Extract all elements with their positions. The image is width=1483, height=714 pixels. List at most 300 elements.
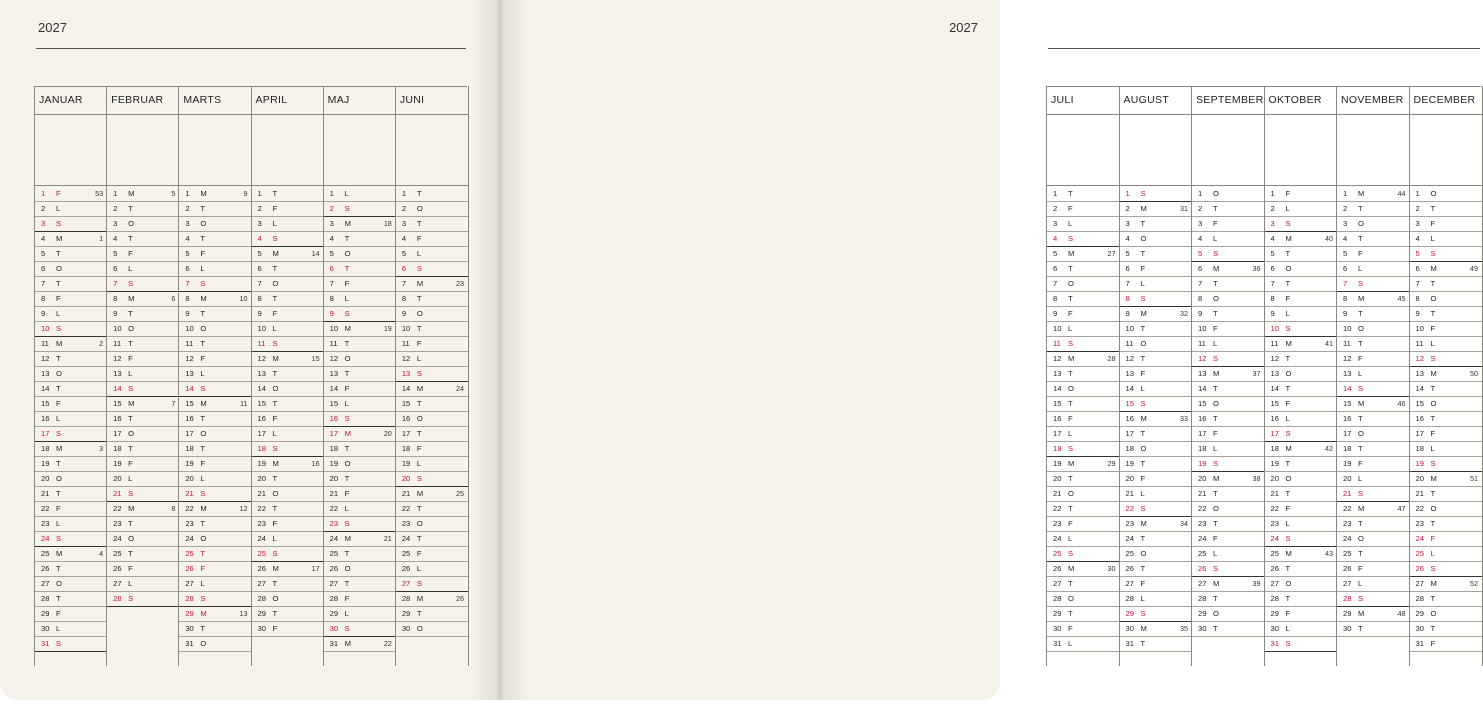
day-number: 28 — [257, 594, 266, 603]
day-row — [1047, 426, 1120, 442]
day-number: 22 — [113, 504, 122, 513]
day-number: 12 — [257, 354, 266, 363]
day-row — [396, 366, 468, 382]
day-number: 24 — [329, 534, 339, 543]
day-row — [1120, 516, 1193, 532]
month-header: JUNI — [399, 94, 425, 106]
day-number: 10 — [329, 324, 339, 333]
day-number: 18 — [329, 444, 339, 453]
month-header-rule — [324, 114, 396, 115]
day-row — [179, 636, 251, 652]
day-number: 25 — [185, 549, 194, 558]
month-column-marts — [178, 86, 251, 666]
day-row — [324, 261, 396, 277]
weekday-letter: T — [1140, 639, 1146, 648]
day-row — [107, 321, 179, 337]
weekday-letter: O — [1285, 369, 1292, 378]
month-header: SEPTEMBER — [1196, 94, 1264, 106]
weekday-letter: T — [200, 309, 205, 318]
day-number: 20 — [329, 474, 339, 483]
day-number: 30 — [1053, 624, 1062, 633]
day-number: 8 — [329, 294, 334, 303]
weekday-letter: O — [1213, 399, 1219, 408]
weekday-letter: O — [128, 429, 135, 438]
day-number: 25 — [329, 549, 339, 558]
day-number: 25 — [401, 549, 411, 558]
weekday-letter: S — [1358, 384, 1364, 393]
day-row — [324, 546, 396, 562]
weekday-letter: T — [1140, 354, 1146, 363]
weekday-letter: F — [1285, 504, 1291, 513]
day-row — [324, 366, 396, 382]
day-row — [1265, 336, 1338, 352]
day-row — [1265, 291, 1338, 307]
day-number: 23 — [1415, 519, 1424, 528]
day-number: 1 — [401, 189, 407, 198]
day-number: 17 — [329, 429, 339, 438]
weekday-letter: L — [344, 504, 349, 513]
day-number: 19 — [1053, 459, 1062, 468]
day-row — [107, 426, 179, 442]
weekday-letter: M — [56, 234, 63, 243]
weekday-letter: F — [272, 624, 278, 633]
weekday-letter: F — [1285, 399, 1291, 408]
day-row — [1265, 201, 1338, 217]
day-number: 8 — [113, 294, 118, 303]
weekday-letter: T — [200, 624, 205, 633]
day-number: 1 — [1343, 189, 1348, 198]
day-number: 20 — [1270, 474, 1279, 483]
day-number: 2 — [1198, 204, 1203, 213]
day-row — [1120, 591, 1193, 607]
weekday-letter: O — [1358, 324, 1364, 333]
day-row — [35, 516, 107, 532]
month-header-rule — [1120, 114, 1193, 115]
day-number: 2 — [185, 204, 190, 213]
day-number: 14 — [1053, 384, 1062, 393]
day-row — [1337, 351, 1410, 367]
day-row — [1337, 531, 1410, 547]
day-row — [324, 441, 396, 457]
weekday-letter: L — [344, 189, 349, 198]
month-header: OKTOBER — [1268, 94, 1322, 106]
day-row — [1410, 636, 1483, 652]
day-number: 25 — [257, 549, 266, 558]
day-number: 10 — [185, 324, 194, 333]
day-row — [324, 186, 396, 202]
weekday-letter: O — [1358, 429, 1364, 438]
weekday-letter: F — [128, 459, 133, 468]
weekday-letter: T — [1140, 459, 1146, 468]
week-number: 51 — [1470, 474, 1478, 483]
day-row — [1047, 366, 1120, 382]
day-row — [35, 321, 107, 337]
day-row — [1192, 381, 1265, 397]
day-row — [35, 636, 107, 652]
day-number: 13 — [1270, 369, 1279, 378]
day-row — [1192, 276, 1265, 292]
year-overview-grid-left — [34, 86, 467, 666]
day-number: 27 — [1125, 579, 1134, 588]
day-row — [1265, 321, 1338, 337]
day-number: 13 — [41, 369, 50, 378]
day-row — [252, 501, 324, 517]
weekday-letter: M — [128, 504, 135, 513]
weekday-letter: O — [1068, 489, 1074, 498]
day-row — [324, 591, 396, 607]
day-number: 25 — [1053, 549, 1062, 558]
day-row — [1410, 216, 1483, 232]
day-number: 26 — [185, 564, 194, 573]
day-number: 27 — [1343, 579, 1352, 588]
day-row — [1337, 501, 1410, 517]
weekday-letter: S — [344, 204, 350, 213]
day-row — [1337, 201, 1410, 217]
day-row — [1120, 186, 1193, 202]
day-number: 12 — [1125, 354, 1134, 363]
day-row — [1047, 621, 1120, 637]
week-number: 15 — [311, 354, 320, 363]
weekday-letter: T — [56, 249, 61, 258]
day-row — [252, 411, 324, 427]
weekday-letter: L — [56, 414, 61, 423]
weekday-letter: T — [1430, 279, 1436, 288]
weekday-letter: T — [416, 534, 422, 543]
week-number: 31 — [1180, 204, 1188, 213]
day-number: 28 — [1343, 594, 1352, 603]
weekday-letter: F — [1140, 474, 1146, 483]
day-number: 18 — [1198, 444, 1207, 453]
day-row — [396, 486, 468, 502]
weekday-letter: T — [1068, 399, 1073, 408]
day-number: 10 — [1125, 324, 1134, 333]
day-row — [1192, 606, 1265, 622]
weekday-letter: S — [272, 339, 278, 348]
weekday-letter: O — [1140, 444, 1147, 453]
day-row — [179, 186, 251, 202]
day-number: 17 — [1270, 429, 1279, 438]
weekday-letter: M — [200, 294, 207, 303]
weekday-letter: S — [416, 264, 422, 273]
weekday-letter: M — [344, 429, 351, 438]
day-number: 8 — [257, 294, 262, 303]
day-number: 7 — [257, 279, 262, 288]
day-number: 3 — [185, 219, 190, 228]
day-number: 14 — [1198, 384, 1207, 393]
day-row — [35, 456, 107, 472]
weekday-letter: M — [1140, 519, 1147, 528]
day-number: 1 — [1053, 189, 1058, 198]
day-row — [1410, 411, 1483, 427]
weekday-letter: T — [416, 294, 422, 303]
weekday-letter: T — [344, 579, 350, 588]
day-row — [1192, 486, 1265, 502]
day-number: 21 — [329, 489, 339, 498]
week-number: 17 — [311, 564, 320, 573]
day-row — [35, 186, 107, 202]
day-row — [1120, 306, 1193, 322]
weekday-letter: T — [272, 369, 278, 378]
weekday-letter: T — [1068, 369, 1073, 378]
day-row — [324, 246, 396, 262]
day-row — [252, 261, 324, 277]
day-number: 15 — [329, 399, 339, 408]
week-number: 19 — [383, 324, 392, 333]
week-number: 43 — [1325, 549, 1333, 558]
day-number: 2 — [1270, 204, 1275, 213]
weekday-letter: T — [200, 444, 205, 453]
day-number: 30 — [1125, 624, 1134, 633]
day-number: 15 — [185, 399, 194, 408]
day-row — [396, 396, 468, 412]
day-number: 17 — [41, 429, 50, 438]
day-number: 19 — [401, 459, 411, 468]
day-number: 4 — [1198, 234, 1203, 243]
day-number: 14 — [401, 384, 411, 393]
day-number: 21 — [1270, 489, 1279, 498]
day-number: 22 — [329, 504, 339, 513]
day-row — [1410, 291, 1483, 307]
right-page — [500, 0, 1478, 700]
day-row — [1120, 471, 1193, 487]
day-row — [1192, 396, 1265, 412]
day-number: 11 — [1053, 339, 1061, 348]
day-row — [396, 426, 468, 442]
weekday-letter: T — [1068, 264, 1073, 273]
day-number: 2 — [1343, 204, 1348, 213]
weekday-letter: F — [1430, 534, 1436, 543]
day-row — [1047, 216, 1120, 232]
day-number: 18 — [41, 444, 50, 453]
month-column-september — [1191, 86, 1265, 666]
day-row — [1410, 516, 1483, 532]
weekday-letter: T — [1140, 564, 1146, 573]
day-row — [1410, 306, 1483, 322]
weekday-letter: T — [1068, 189, 1073, 198]
day-row — [1047, 411, 1120, 427]
week-number: 22 — [383, 639, 392, 648]
day-number: 29 — [1125, 609, 1134, 618]
day-number: 6 — [1198, 264, 1203, 273]
weekday-letter: T — [1430, 594, 1436, 603]
day-row — [396, 561, 468, 577]
weekday-letter: S — [1430, 249, 1436, 258]
day-row — [35, 561, 107, 577]
day-number: 6 — [401, 264, 407, 273]
weekday-letter: O — [344, 564, 351, 573]
weekday-letter: O — [56, 579, 62, 588]
weekday-letter: F — [1285, 609, 1291, 618]
day-row — [1120, 351, 1193, 367]
week-number: 7 — [171, 399, 176, 408]
weekday-letter: S — [416, 369, 422, 378]
day-row — [252, 441, 324, 457]
day-number: 21 — [185, 489, 194, 498]
day-row — [1337, 321, 1410, 337]
week-number: 5 — [171, 189, 176, 198]
day-row — [1410, 456, 1483, 472]
day-row — [252, 336, 324, 352]
weekday-letter: S — [1068, 339, 1074, 348]
weekday-letter: S — [344, 309, 350, 318]
day-number: 19 — [1198, 459, 1207, 468]
day-number: 13 — [257, 369, 266, 378]
day-row — [1410, 561, 1483, 577]
day-number: 13 — [1343, 369, 1352, 378]
day-row — [1410, 546, 1483, 562]
weekday-letter: S — [1213, 564, 1219, 573]
day-number: 14 — [1270, 384, 1279, 393]
weekday-letter: T — [128, 204, 133, 213]
weekday-letter: M — [1358, 294, 1365, 303]
day-number: 4 — [185, 234, 190, 243]
day-number: 2 — [41, 204, 46, 213]
month-header-rule — [1192, 114, 1265, 115]
day-row — [1047, 276, 1120, 292]
weekday-letter: T — [1358, 234, 1363, 243]
day-number: 5 — [1053, 249, 1058, 258]
day-number: 17 — [1125, 429, 1134, 438]
day-row — [1265, 396, 1338, 412]
day-number: 1 — [1415, 189, 1420, 198]
day-row — [1047, 321, 1120, 337]
day-number: 5 — [329, 249, 334, 258]
day-number: 6 — [1343, 264, 1348, 273]
day-row — [35, 381, 107, 397]
weekday-letter: T — [56, 459, 61, 468]
day-number: 22 — [1415, 504, 1424, 513]
weekday-letter: O — [1068, 594, 1074, 603]
day-row — [1265, 546, 1338, 562]
week-number: 28 — [1107, 354, 1116, 363]
day-number: 10 — [41, 324, 50, 333]
day-row — [1120, 291, 1193, 307]
day-row — [1265, 531, 1338, 547]
day-number: 5 — [185, 249, 190, 258]
day-row — [1047, 486, 1120, 502]
week-number: 25 — [455, 489, 464, 498]
day-row — [179, 441, 251, 457]
day-row — [1047, 501, 1120, 517]
day-row — [107, 246, 179, 262]
day-row — [252, 396, 324, 412]
weekday-letter: T — [128, 234, 133, 243]
day-row — [252, 576, 324, 592]
day-number: 9 — [1053, 309, 1058, 318]
day-number: 24 — [41, 534, 50, 543]
day-row — [1410, 576, 1483, 592]
day-number: 10 — [1415, 324, 1424, 333]
week-number: 14 — [311, 249, 320, 258]
weekday-letter: O — [272, 594, 279, 603]
day-number: 9 — [1343, 309, 1348, 318]
week-number: 2 — [99, 339, 104, 348]
day-number: 6 — [1270, 264, 1275, 273]
day-row — [1192, 246, 1265, 262]
weekday-letter: M — [344, 534, 351, 543]
weekday-letter: S — [1068, 549, 1074, 558]
weekday-letter: S — [1140, 399, 1146, 408]
weekday-letter: T — [416, 324, 422, 333]
day-row — [1337, 336, 1410, 352]
day-number: 25 — [113, 549, 122, 558]
weekday-letter: T — [344, 234, 350, 243]
day-row — [179, 426, 251, 442]
month-column-maj — [323, 86, 396, 666]
weekday-letter: T — [200, 519, 205, 528]
weekday-letter: T — [1358, 624, 1363, 633]
day-row — [179, 321, 251, 337]
day-row — [1120, 546, 1193, 562]
day-number: 5 — [1343, 249, 1348, 258]
day-row — [1120, 396, 1193, 412]
day-row — [396, 291, 468, 307]
day-number: 25 — [41, 549, 50, 558]
weekday-letter: M — [416, 489, 424, 498]
weekday-letter: F — [200, 354, 205, 363]
week-number: 4 — [99, 549, 104, 558]
weekday-letter: L — [1068, 429, 1073, 438]
day-number: 3 — [1415, 219, 1420, 228]
header-rule-left — [36, 48, 466, 49]
day-number: 28 — [1053, 594, 1062, 603]
weekday-letter: S — [128, 279, 134, 288]
weekday-letter: F — [128, 564, 133, 573]
week-number: 16 — [311, 459, 320, 468]
weekday-letter: O — [1213, 609, 1219, 618]
weekday-letter: T — [416, 399, 422, 408]
week-number: 13 — [239, 609, 248, 618]
weekday-letter: T — [1430, 489, 1436, 498]
day-number: 16 — [401, 414, 411, 423]
weekday-letter: T — [1140, 534, 1146, 543]
weekday-letter: T — [56, 354, 61, 363]
day-row — [35, 591, 107, 607]
day-number: 21 — [1198, 489, 1207, 498]
weekday-letter: S — [56, 219, 62, 228]
day-number: 26 — [1343, 564, 1352, 573]
day-number: 30 — [1198, 624, 1207, 633]
weekday-letter: M — [416, 384, 424, 393]
weekday-letter: L — [200, 579, 205, 588]
day-row — [107, 441, 179, 457]
weekday-letter: L — [1213, 549, 1218, 558]
weekday-letter: F — [56, 504, 61, 513]
weekday-letter: S — [344, 519, 350, 528]
day-row — [252, 351, 324, 367]
day-number: 6 — [41, 264, 46, 273]
day-row — [179, 456, 251, 472]
weekday-letter: M — [1430, 474, 1437, 483]
weekday-letter: L — [272, 534, 277, 543]
week-number: 53 — [95, 189, 104, 198]
weekday-letter: T — [128, 414, 133, 423]
day-row — [1265, 261, 1338, 277]
day-row — [1265, 606, 1338, 622]
day-number: 30 — [257, 624, 266, 633]
day-row — [396, 471, 468, 487]
day-number: 3 — [1125, 219, 1130, 228]
day-number: 9 — [1270, 309, 1275, 318]
day-row — [35, 231, 107, 247]
weekday-letter: S — [344, 414, 350, 423]
day-number: 8 — [1415, 294, 1420, 303]
day-row — [396, 411, 468, 427]
day-number: 7 — [1270, 279, 1275, 288]
week-number: 44 — [1397, 189, 1406, 198]
day-number: 13 — [329, 369, 339, 378]
day-number: 26 — [1198, 564, 1207, 573]
